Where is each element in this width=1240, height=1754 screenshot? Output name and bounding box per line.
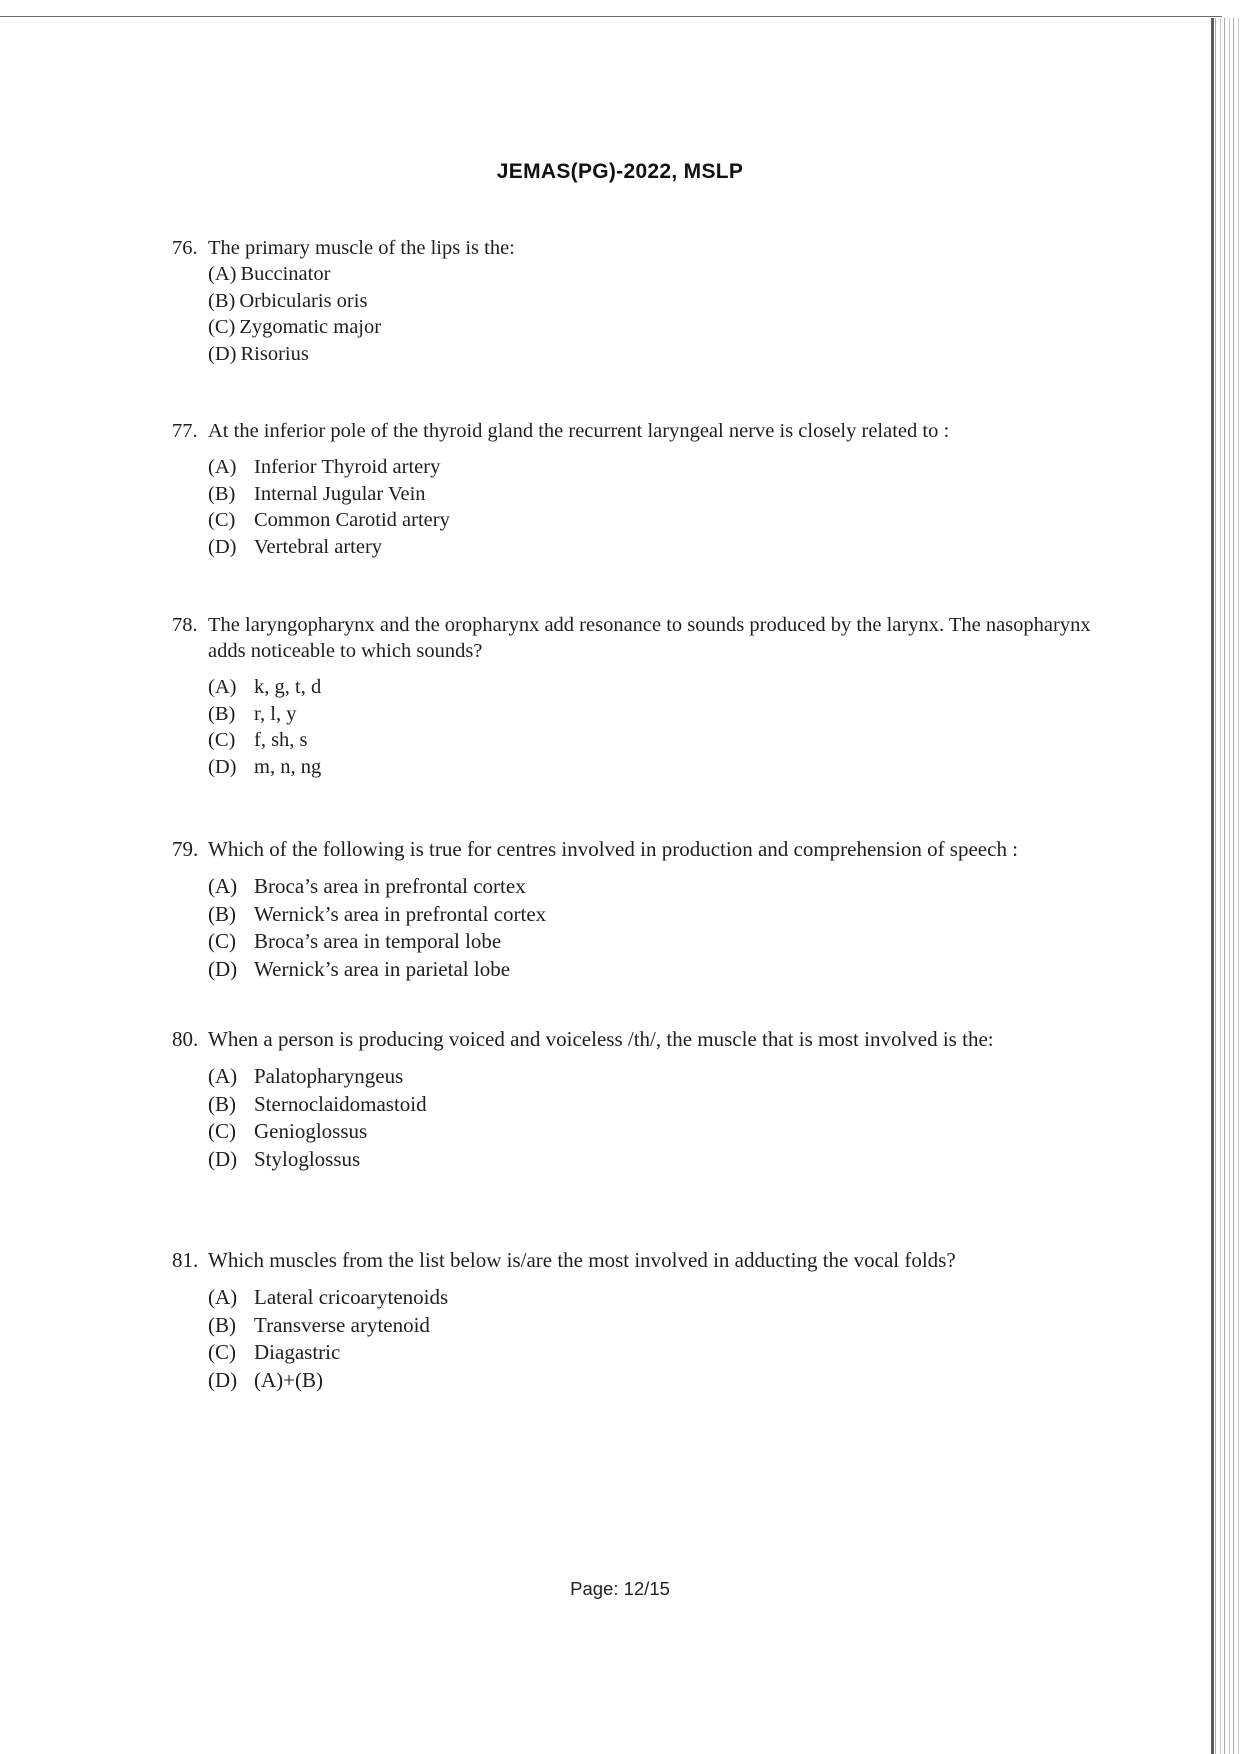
option-c: (C) Zygomatic major	[208, 316, 382, 338]
question-number: 79.	[172, 837, 199, 861]
options-list	[208, 261, 1092, 367]
options-list	[208, 454, 1092, 560]
question-number: 76.	[172, 237, 198, 259]
question-number: 77.	[172, 420, 198, 442]
options-list	[208, 674, 1092, 780]
option-d: (D) Wernick’s area in parietal lobe	[208, 956, 511, 981]
option-d: (D) Risorius	[208, 342, 309, 365]
option-d: (D) Styloglossus	[208, 1146, 361, 1171]
page-top-rule	[0, 16, 1222, 17]
option-a: (A) Palatopharyngeus	[208, 1064, 404, 1088]
option-c: (C) f, sh, s	[208, 729, 308, 751]
option-a: (A) Broca’s area in prefrontal cortex	[208, 874, 526, 898]
question-text: Which of the following is true for centres involved in production and comprehension of speech :	[208, 837, 1019, 861]
question-number: 81.	[172, 1248, 199, 1272]
question-80	[172, 1026, 1092, 1173]
option-c: (C) Common Carotid artery	[208, 509, 450, 531]
page-number-footer: Page: 12/15	[570, 1578, 670, 1599]
option-d: (D) Vertebral artery	[208, 535, 383, 558]
option-d: (D) m, n, ng	[208, 755, 322, 778]
question-text: The laryngopharynx and the oropharynx add resonance to sounds produced by the larynx. The nasopharynx adds noticeable to which sounds?	[208, 614, 1091, 662]
option-b: (B) Sternoclaidomastoid	[208, 1091, 427, 1116]
question-text: The primary muscle of the lips is the:	[208, 237, 515, 259]
option-a: (A) Buccinator	[208, 263, 331, 285]
option-b: (B) r, l, y	[208, 702, 297, 725]
option-c: (C) Broca’s area in temporal lobe	[208, 929, 502, 953]
question-number: 78.	[172, 614, 198, 636]
scan-binding-edge	[1212, 18, 1240, 1754]
question-number: 80.	[172, 1027, 199, 1051]
option-d: (D) (A)+(B)	[208, 1367, 323, 1392]
option-b: (B) Wernick’s area in prefrontal cortex	[208, 901, 547, 926]
option-a: (A) Lateral cricoarytenoids	[208, 1285, 449, 1309]
question-78	[172, 612, 1092, 780]
option-a: (A) k, g, t, d	[208, 676, 322, 698]
option-a: (A) Inferior Thyroid artery	[208, 456, 441, 478]
question-81	[172, 1247, 1092, 1394]
scan-edge-line	[1211, 18, 1214, 1754]
page-header-title: JEMAS(PG)-2022, MSLP	[496, 160, 744, 183]
question-text: When a person is producing voiced and voiceless /th/, the muscle that is most involved is the:	[208, 1027, 994, 1051]
options-list	[208, 1063, 1092, 1173]
option-b: (B) Orbicularis oris	[208, 289, 368, 312]
options-list	[208, 873, 1092, 983]
question-76	[172, 235, 1092, 367]
question-77	[172, 418, 1092, 560]
options-list	[208, 1284, 1092, 1394]
option-c: (C) Genioglossus	[208, 1119, 368, 1143]
option-b: (B) Transverse arytenoid	[208, 1312, 430, 1337]
question-79	[172, 836, 1092, 983]
option-c: (C) Diagastric	[208, 1340, 341, 1364]
question-text: Which muscles from the list below is/are the most involved in adducting the vocal folds?	[208, 1248, 956, 1272]
question-text: At the inferior pole of the thyroid gland the recurrent laryngeal nerve is closely related to :	[208, 420, 950, 442]
option-b: (B) Internal Jugular Vein	[208, 482, 426, 505]
